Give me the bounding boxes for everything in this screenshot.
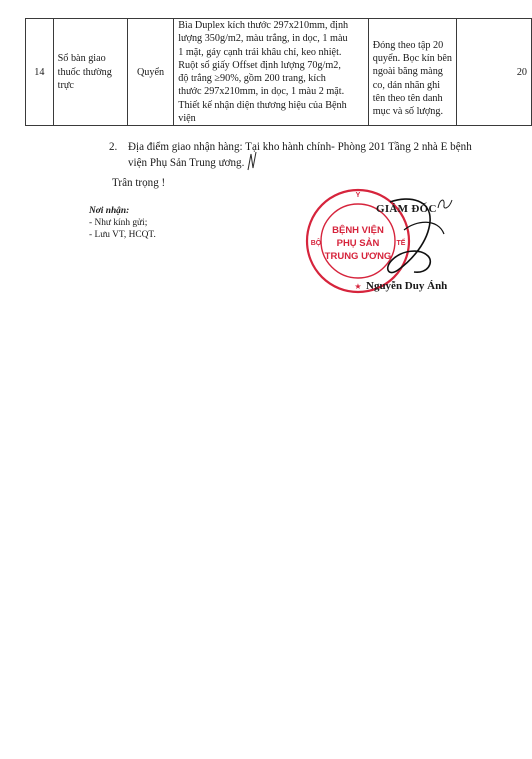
cell-number: 14 [26, 19, 54, 126]
recipients-heading: Nơi nhận: [89, 206, 130, 216]
seal-line: PHỤ SẢN [336, 238, 380, 249]
svg-text:BỘ: BỘ [310, 240, 322, 247]
recipients-block [89, 205, 156, 241]
recipient-item: - Lưu VT, HCQT. [89, 230, 156, 240]
closing-text: Trân trọng ! [112, 177, 166, 189]
svg-text:★: ★ [354, 282, 362, 291]
signer-name: Nguyễn Duy Ánh [366, 280, 448, 292]
items-table [25, 18, 532, 126]
delivery-line: Địa điểm giao nhận hàng: Tại kho hành chính- Phòng 201 Tầng 2 nhà E bệnh [128, 141, 472, 153]
signature-icon [340, 190, 470, 285]
spec-line: Thiết kế nhận diện thương hiệu của Bệnh [178, 99, 347, 111]
note-line: ngoài băng màng [372, 66, 443, 78]
item-name-line: thuốc thường [57, 66, 112, 78]
note-line: quyển. Bọc kín bên [372, 53, 452, 65]
cell-specification [174, 19, 369, 126]
cell-quantity: 20 [456, 19, 531, 126]
spec-line: 1 mặt, gáy cạnh trái khâu chỉ, keo nhiệt. [178, 46, 342, 58]
initial-mark-icon [245, 150, 259, 172]
note-line: Đóng theo tập 20 [372, 39, 444, 51]
recipient-item: - Như kính gửi; [89, 218, 148, 228]
delivery-line: viện Phụ Sản Trung ương. [128, 156, 245, 169]
spec-line: Bìa Duplex kích thước 297x210mm, định [178, 20, 349, 31]
spec-line: lượng 350g/m2, màu trắng, in dọc, 1 màu [178, 33, 348, 45]
table-row [26, 19, 532, 126]
note-line: tên theo tên danh [372, 92, 443, 104]
signer-title: GIÁM ĐỐC [376, 203, 437, 215]
cell-unit: Quyển [127, 19, 173, 126]
spec-line: độ trắng ≥90%, gồm 200 trang, kích [178, 73, 326, 85]
spec-line: viện [178, 113, 196, 125]
cell-item-name [53, 19, 127, 126]
item-name-line: trực [57, 79, 74, 91]
svg-text:Y: Y [355, 192, 361, 199]
cell-note [368, 19, 456, 126]
delivery-number: 2. [109, 141, 118, 153]
spec-line: thước 297x210mm, in dọc, 1 màu 2 mặt. [178, 86, 345, 98]
delivery-location [111, 140, 506, 171]
item-name-line: Sổ bàn giao [57, 53, 106, 65]
svg-text:TẾ: TẾ [396, 240, 406, 247]
seal-line: BỆNH VIỆN [332, 225, 384, 236]
seal-line: TRUNG ƯƠNG [324, 251, 392, 262]
spec-line: Ruột sổ giấy Offset định lượng 70g/m2, [178, 59, 341, 71]
note-line: co, dán nhãn ghi [372, 79, 441, 91]
note-line: mục và số lượng. [372, 106, 444, 118]
